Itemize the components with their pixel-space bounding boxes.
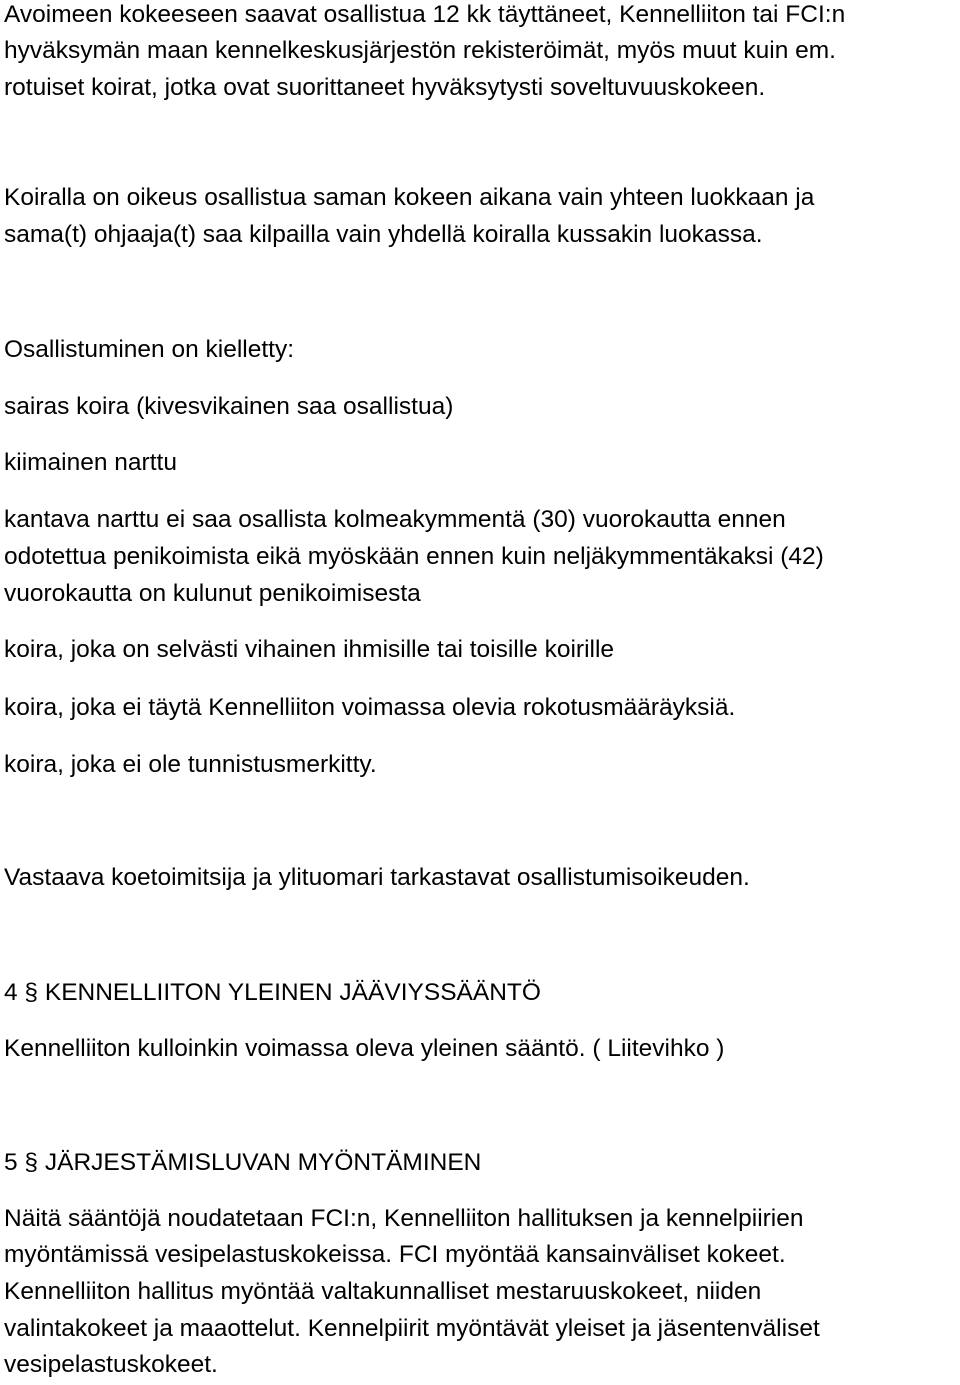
prohibited-item: kiimainen narttu bbox=[4, 449, 177, 476]
text-line: odotettua penikoimista eikä myöskään ennen kuin neljäkymmentäkaksi (42) bbox=[4, 543, 824, 570]
text-line: sama(t) ohjaaja(t) saa kilpailla vain yhdellä koiralla kussakin luokassa. bbox=[4, 221, 763, 248]
prohibited-item: koira, joka ei täytä Kennelliiton voimassa olevia rokotusmääräyksiä. bbox=[4, 694, 736, 721]
text-line: Näitä sääntöjä noudatetaan FCI:n, Kennelliiton hallituksen ja kennelpiirien bbox=[4, 1205, 804, 1232]
paragraph-eligibility-check: Vastaava koetoimitsija ja ylituomari tarkastavat osallistumisoikeuden. bbox=[4, 864, 750, 891]
prohibited-item: sairas koira (kivesvikainen saa osallistua) bbox=[4, 393, 454, 420]
text-line: Kennelliiton hallitus myöntää valtakunnalliset mestaruuskokeet, niiden bbox=[4, 1278, 762, 1305]
section-text: Kennelliiton kulloinkin voimassa oleva yleinen sääntö. ( Liitevihko ) bbox=[4, 1035, 725, 1062]
prohibited-item: koira, joka on selvästi vihainen ihmisille tai toisille koirille bbox=[4, 636, 615, 663]
text-line: kantava narttu ei saa osallista kolmeakymmentä (30) vuorokautta ennen bbox=[4, 506, 786, 533]
text-line: myöntämissä vesipelastuskokeissa. FCI myöntää kansainväliset kokeet. bbox=[4, 1241, 786, 1268]
section-heading: 4 § KENNELLIITON YLEINEN JÄÄVIYSSÄÄNTÖ bbox=[4, 979, 541, 1006]
section-heading: 5 § JÄRJESTÄMISLUVAN MYÖNTÄMINEN bbox=[4, 1149, 482, 1176]
prohibited-item: koira, joka ei ole tunnistusmerkitty. bbox=[4, 751, 377, 778]
text-line: vesipelastuskokeet. bbox=[4, 1351, 218, 1378]
text-line: vuorokautta on kulunut penikoimisesta bbox=[4, 580, 421, 607]
text-line: Avoimeen kokeeseen saavat osallistua 12 kk täyttäneet, Kennelliiton tai FCI:n bbox=[4, 1, 846, 28]
text-line: rotuiset koirat, jotka ovat suorittaneet hyväksytysti soveltuvuuskokeen. bbox=[4, 74, 766, 101]
text-line: Koiralla on oikeus osallistua saman kokeen aikana vain yhteen luokkaan ja bbox=[4, 184, 815, 211]
text-line: hyväksymän maan kennelkeskusjärjestön rekisteröimät, myös muut kuin em. bbox=[4, 37, 836, 64]
text-line: valintakokeet ja maaottelut. Kennelpiirit myöntävät yleiset ja jäsentenväliset bbox=[4, 1315, 820, 1342]
prohibited-heading: Osallistuminen on kielletty: bbox=[4, 336, 295, 363]
